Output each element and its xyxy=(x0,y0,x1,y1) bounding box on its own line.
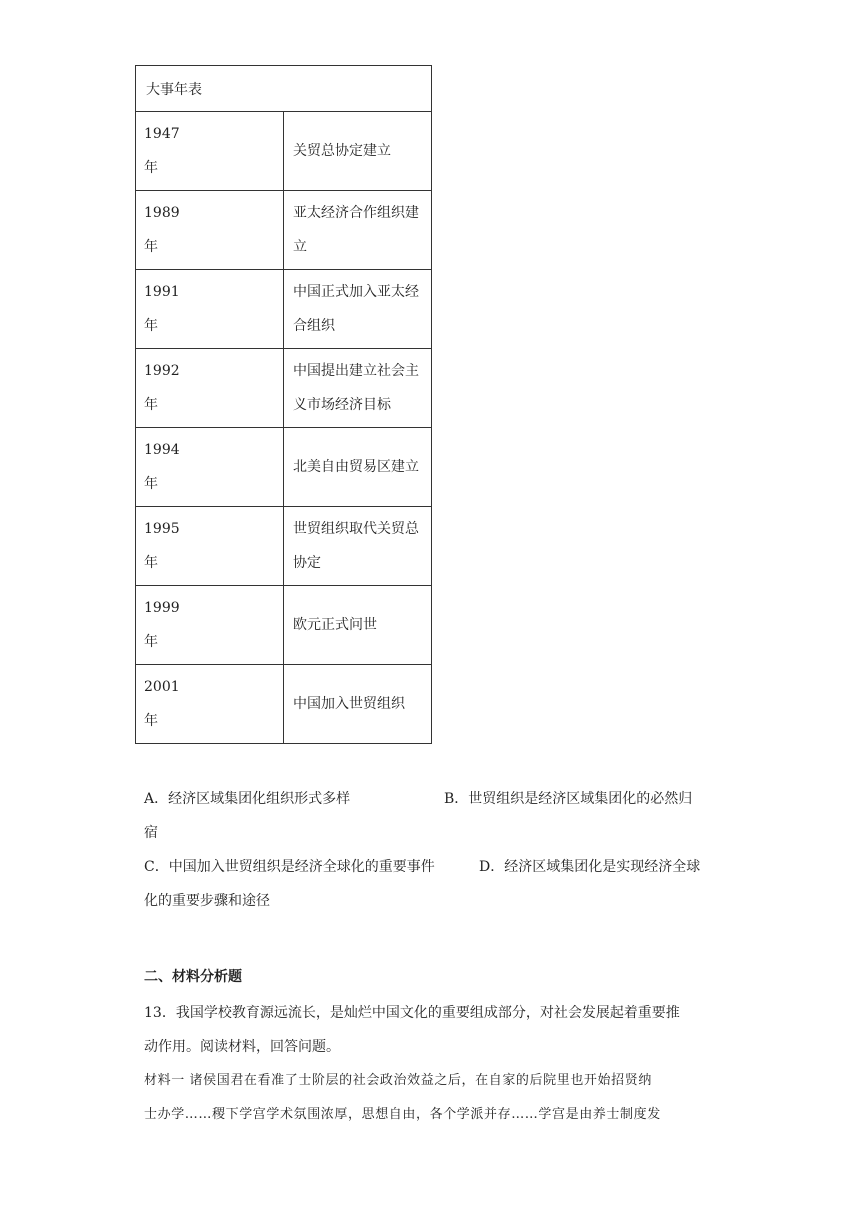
year-unit: 年 xyxy=(144,239,158,255)
year-number: 1947 xyxy=(144,126,180,142)
year-unit: 年 xyxy=(144,713,158,729)
material-one xyxy=(144,1064,719,1132)
event-cell: 中国加入世贸组织 xyxy=(284,665,432,744)
year-unit: 年 xyxy=(144,555,158,571)
table-row xyxy=(136,270,432,349)
table-row xyxy=(136,665,432,744)
year-number: 1994 xyxy=(144,442,180,458)
question-13 xyxy=(144,996,719,1064)
table-row xyxy=(136,112,432,191)
table-row xyxy=(136,586,432,665)
year-unit: 年 xyxy=(144,476,158,492)
event-cell: 欧元正式问世 xyxy=(284,586,432,665)
year-unit: 年 xyxy=(144,318,158,334)
event-cell: 北美自由贸易区建立 xyxy=(284,428,432,507)
year-cell xyxy=(136,428,284,507)
table-title-row xyxy=(136,66,432,112)
year-unit: 年 xyxy=(144,634,158,650)
year-cell xyxy=(136,349,284,428)
year-unit: 年 xyxy=(144,160,158,176)
event-cell: 中国正式加入亚太经合组织 xyxy=(284,270,432,349)
material-line: 士办学……稷下学宫学术氛围浓厚，思想自由，各个学派并存……学宫是由养士制度发 xyxy=(144,1107,661,1122)
year-cell xyxy=(136,586,284,665)
question-line: 动作用。阅读材料，回答问题。 xyxy=(144,1039,340,1055)
year-number: 1991 xyxy=(144,284,180,300)
year-unit: 年 xyxy=(144,397,158,413)
year-number: 1989 xyxy=(144,205,180,221)
answer-options xyxy=(144,782,719,918)
event-cell: 世贸组织取代关贸总协定 xyxy=(284,507,432,586)
option-b[interactable]: B．世贸组织是经济区域集团化的必然归 xyxy=(444,791,693,807)
option-d-continued: 化的重要步骤和途径 xyxy=(144,893,270,909)
event-cell: 亚太经济合作组织建立 xyxy=(284,191,432,270)
year-number: 2001 xyxy=(144,679,180,695)
option-c[interactable]: C．中国加入世贸组织是经济全球化的重要事件 xyxy=(144,859,435,875)
table-row xyxy=(136,349,432,428)
option-d[interactable]: D．经济区域集团化是实现经济全球 xyxy=(479,859,701,875)
event-cell: 关贸总协定建立 xyxy=(284,112,432,191)
year-number: 1995 xyxy=(144,521,180,537)
year-cell xyxy=(136,112,284,191)
option-a[interactable]: A．经济区域集团化组织形式多样 xyxy=(144,791,351,807)
year-cell xyxy=(136,270,284,349)
section-title: 二、材料分析题 xyxy=(144,969,242,985)
material-line: 材料一 诸侯国君在看准了士阶层的社会政治效益之后，在自家的后院里也开始招贤纳 xyxy=(144,1073,652,1088)
table-row xyxy=(136,507,432,586)
table-row xyxy=(136,191,432,270)
chronology-table xyxy=(135,65,432,744)
year-cell xyxy=(136,665,284,744)
year-number: 1999 xyxy=(144,600,180,616)
event-cell: 中国提出建立社会主义市场经济目标 xyxy=(284,349,432,428)
year-cell xyxy=(136,191,284,270)
table-title: 大事年表 xyxy=(136,66,432,112)
option-b-continued: 宿 xyxy=(144,825,158,841)
question-line: 13．我国学校教育源远流长，是灿烂中国文化的重要组成部分，对社会发展起着重要推 xyxy=(144,1005,680,1021)
table-row xyxy=(136,428,432,507)
year-cell xyxy=(136,507,284,586)
year-number: 1992 xyxy=(144,363,180,379)
